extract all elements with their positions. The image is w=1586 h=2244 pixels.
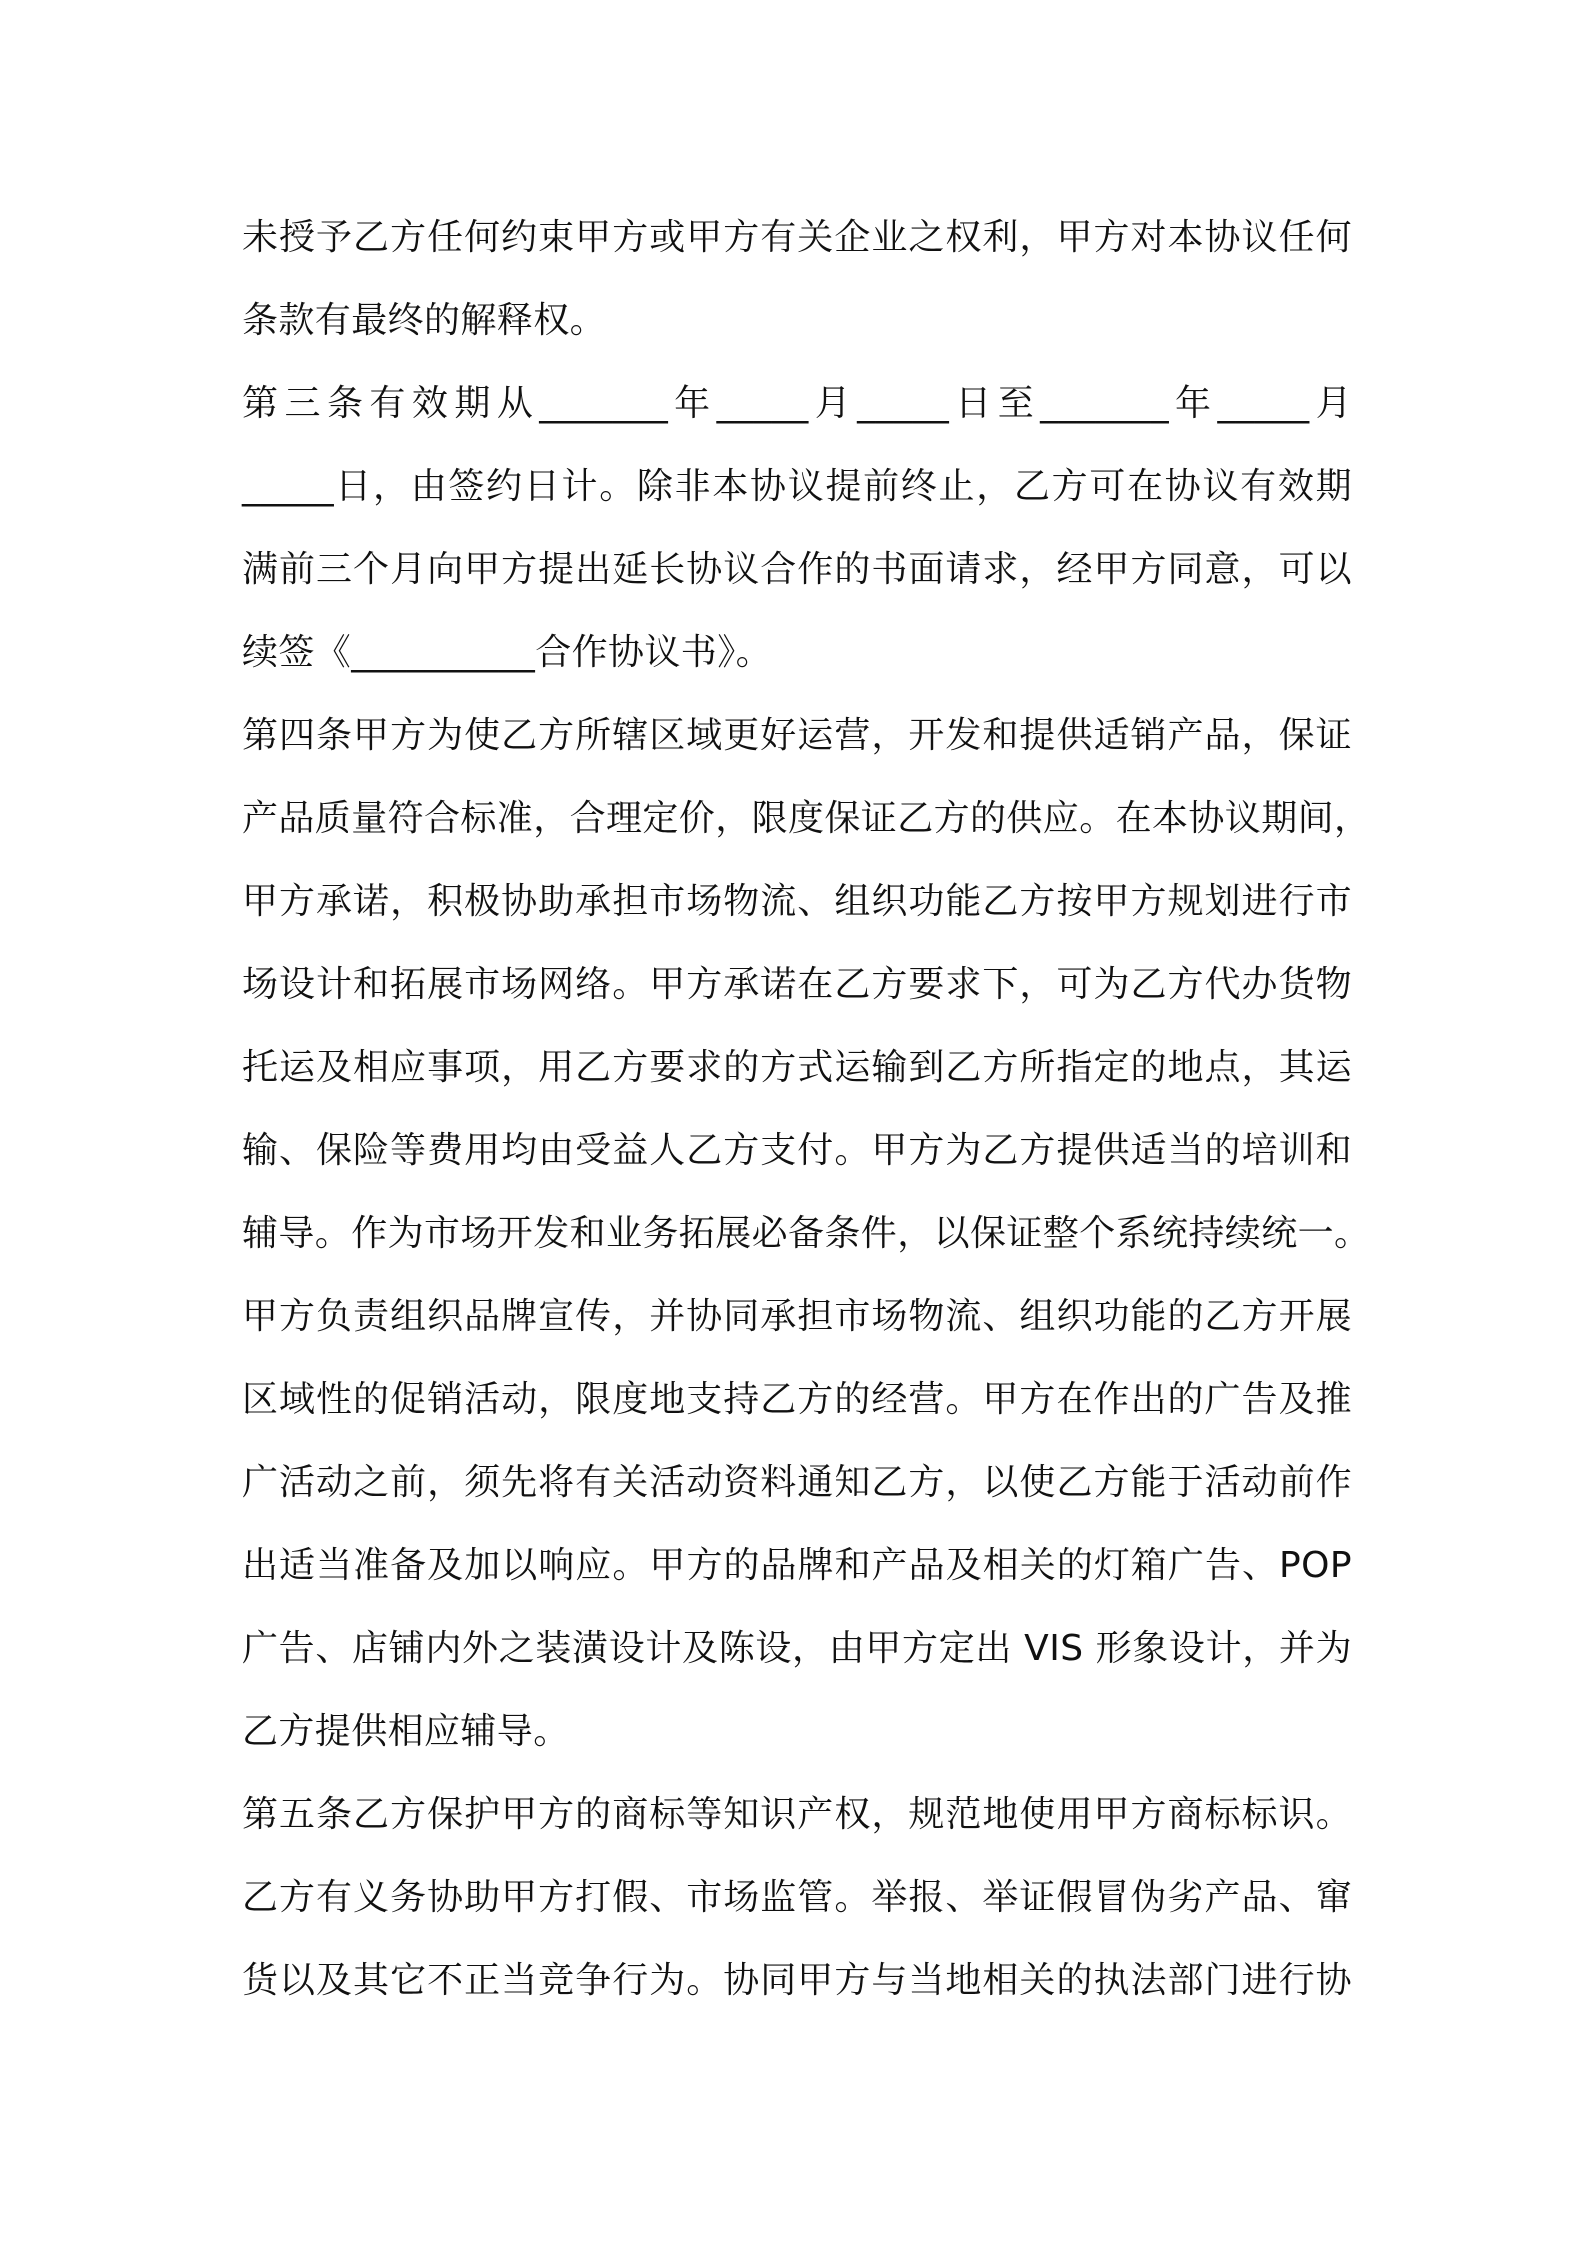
document-body (242, 196, 1371, 2022)
text-line: 满前三个月向甲方提出延长协议合作的书面请求，经甲方同意，可以 (242, 549, 1352, 590)
text-line: 货以及其它不正当竞争行为。协同甲方与当地相关的执法部门进行协 (242, 1960, 1352, 2001)
text-line: 出适当准备及加以响应。甲方的品牌和产品及相关的灯箱广告、POP (242, 1545, 1352, 1586)
text-line: 第五条乙方保护甲方的商标等知识产权，规范地使用甲方商标标识。 (242, 1794, 1352, 1835)
text-line: 续签《__________合作协议书》。 (242, 632, 772, 673)
text-line: 场设计和拓展市场网络。甲方承诺在乙方要求下，可为乙方代办货物 (242, 964, 1352, 1005)
text-line: 第四条甲方为使乙方所辖区域更好运营，开发和提供适销产品，保证 (242, 715, 1352, 756)
text-line: 广活动之前，须先将有关活动资料通知乙方，以使乙方能于活动前作 (242, 1462, 1352, 1503)
text-line: 第三条有效期从_______年_____月_____日至_______年_____月 (242, 383, 1352, 424)
text-line: _____日，由签约日计。除非本协议提前终止，乙方可在协议有效期 (242, 466, 1352, 507)
text-line: 产品质量符合标准，合理定价，限度保证乙方的供应。在本协议期间， (242, 798, 1371, 839)
text-line: 甲方承诺，积极协助承担市场物流、组织功能乙方按甲方规划进行市 (242, 881, 1352, 922)
text-line: 广告、店铺内外之装潢设计及陈设，由甲方定出 VIS 形象设计，并为 (242, 1628, 1352, 1669)
text-line: 托运及相应事项，用乙方要求的方式运输到乙方所指定的地点，其运 (242, 1047, 1352, 1088)
text-line: 辅导。作为市场开发和业务拓展必备条件，以保证整个系统持续统一。 (242, 1213, 1371, 1254)
text-line: 未授予乙方任何约束甲方或甲方有关企业之权利，甲方对本协议任何 (242, 217, 1352, 258)
text-line: 输、保险等费用均由受益人乙方支付。甲方为乙方提供适当的培训和 (242, 1130, 1352, 1171)
text-line: 乙方有义务协助甲方打假、市场监管。举报、举证假冒伪劣产品、窜 (242, 1877, 1352, 1918)
text-line: 乙方提供相应辅导。 (242, 1711, 570, 1752)
text-line: 甲方负责组织品牌宣传，并协同承担市场物流、组织功能的乙方开展 (242, 1296, 1352, 1337)
text-line: 区域性的促销活动，限度地支持乙方的经营。甲方在作出的广告及推 (242, 1379, 1352, 1420)
text-line: 条款有最终的解释权。 (242, 300, 607, 341)
